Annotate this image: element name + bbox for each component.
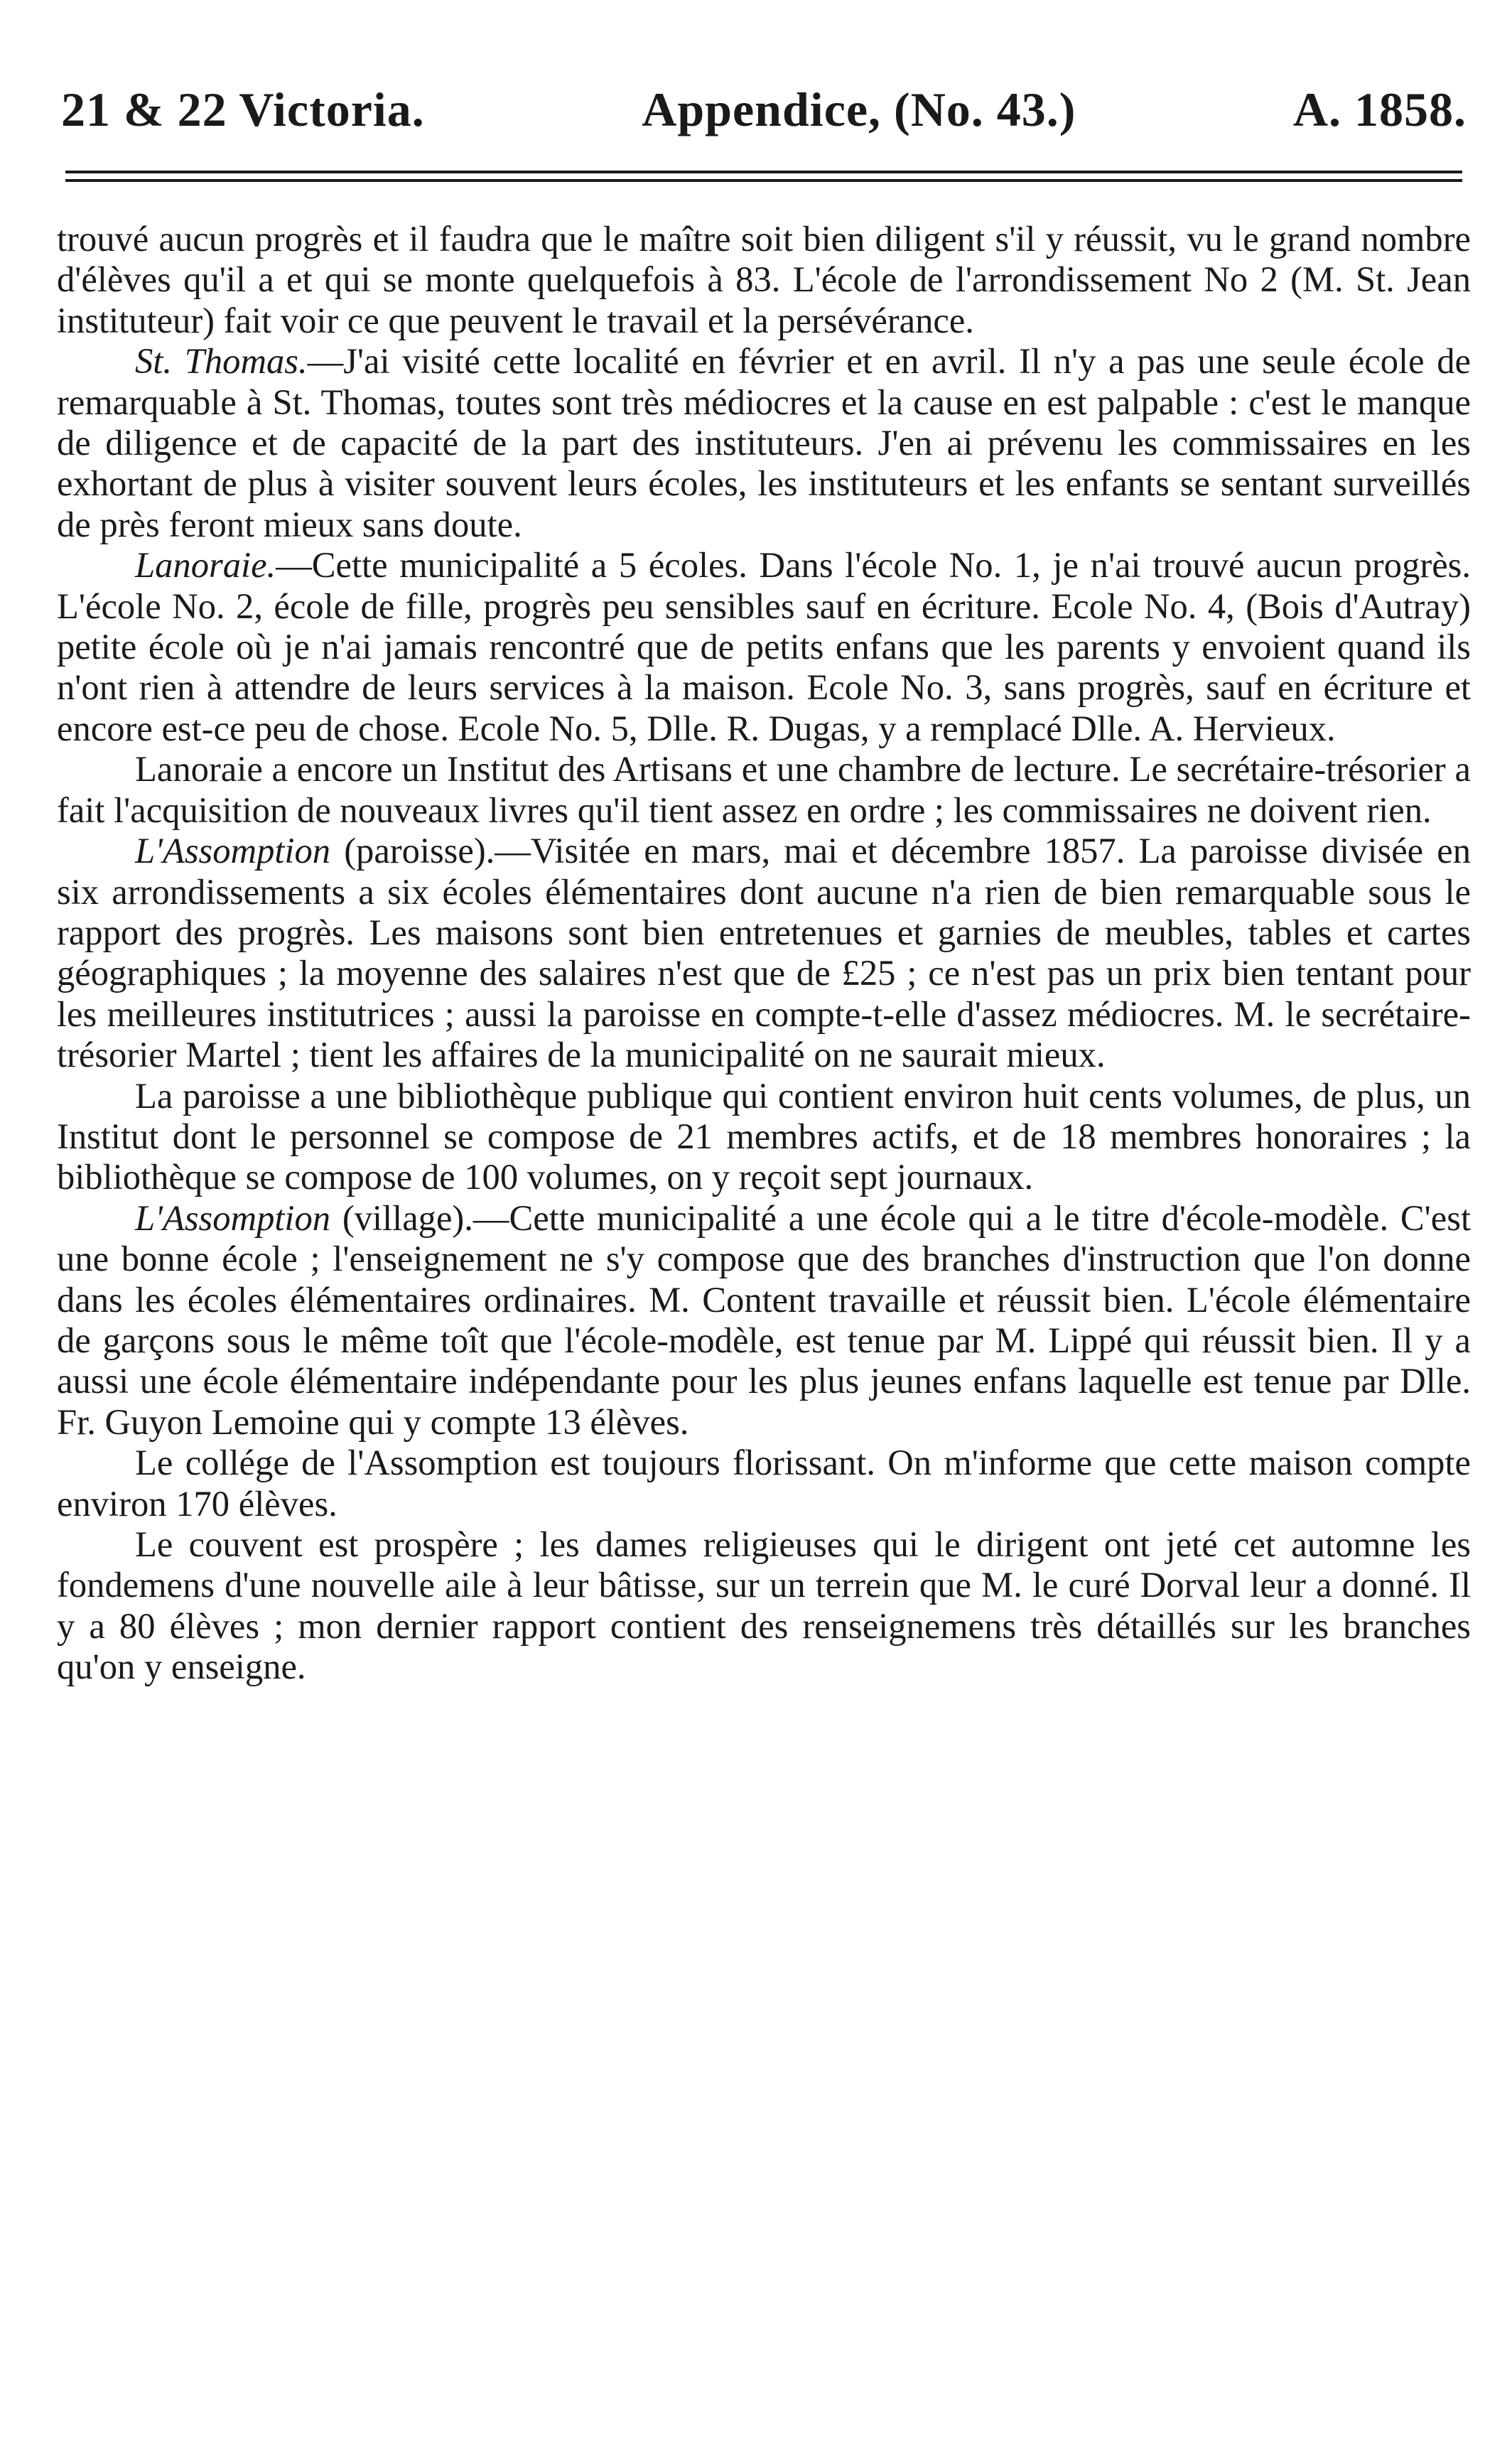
paragraph-text: —Cette municipalité a 5 écoles. Dans l'école No. 1, je n'ai trouvé aucun progrès. L'école No. 2, école de fille, progrès peu sensibles sauf en écriture. Ecole No. 4, (Bois d'Autray) petite école où je n'ai jamais rencontré que de petits enfans que les parents y envoient quand ils n'ont rien à attendre de leurs services à la maison. Ecole No. 3, sans progrès, sauf en écriture et encore est-ce peu de chose. Ecole No. 5, Dlle. R. Dugas, y a remplacé Dlle. A. Hervieux.	[57, 545, 1471, 748]
paragraph-text: La paroisse a une bibliothèque publique qui contient environ huit cents volumes, de plus, un Institut dont le personnel se compose de 21 membres actifs, et de 18 membres honoraires ; la bibliothèque se compose de 100 volumes, on y reçoit sept journaux.	[57, 1075, 1471, 1197]
header-rule	[65, 171, 1462, 182]
paragraph-text: Le collége de l'Assomption est toujours florissant. On m'informe que cette maison compte environ 170 élèves.	[57, 1443, 1471, 1524]
document-page	[57, 82, 1472, 1688]
paragraph	[57, 1443, 1471, 1524]
header-year: A. 1858.	[1292, 82, 1467, 136]
paragraph	[57, 749, 1471, 831]
paragraph	[57, 1524, 1471, 1688]
paragraph-text: trouvé aucun progrès et il faudra que le maître soit bien diligent s'il y réussit, vu le grand nombre d'élèves qu'il a et qui se monte quelquefois à 83. L'école de l'arrondissement No 2 (M. St. Jean instituteur) fait voir ce que peuvent le travail et la persévérance.	[57, 219, 1471, 340]
paragraph-text: —J'ai visité cette localité en février et en avril. Il n'y a pas une seule école de remarquable à St. Thomas, toutes sont très médiocres et la cause en est palpable : c'est le manque de diligence et de capacité de la part des instituteurs. J'en ai prévenu les commissaires en les exhortant de plus à visiter souvent leurs écoles, les instituteurs et les enfants se sentant surveillés de près feront mieux sans doute.	[57, 341, 1472, 544]
paragraph-lead: St. Thomas.	[135, 341, 308, 382]
paragraph-text: (paroisse).—Visitée en mars, mai et décembre 1857. La paroisse divisée en six arrondissements a six écoles élémentaires dont aucune n'a rien de bien remarquable sous le rapport des progrès. Les maisons sont bien entretenues et garnies de meubles, tables et cartes géographiques ; la moyenne des salaires n'est que de £25 ; ce n'est pas un prix bien tentant pour les meilleures institutrices ; aussi la paroisse en compte-t-elle d'assez médiocres. M. le secrétaire-trésorier Martel ; tient les affaires de la municipalité on ne saurait mieux.	[57, 831, 1471, 1075]
paragraph-lead: L'Assomption	[135, 831, 331, 871]
paragraph	[57, 1076, 1471, 1198]
paragraph-lead: Lanoraie.	[135, 545, 276, 586]
paragraph-lead: L'Assomption	[135, 1197, 331, 1238]
paragraph-text: Lanoraie a encore un Institut des Artisans et une chambre de lecture. Le secrétaire-trésorier a fait l'acquisition de nouveaux livres qu'il tient assez en ordre ; les commissaires ne doivent rien.	[57, 749, 1471, 830]
paragraph	[57, 341, 1471, 545]
paragraph-text: (village).—Cette municipalité a une école qui a le titre d'école-modèle. C'est une bonne école ; l'enseignement ne s'y compose que des branches d'instruction que l'on donne dans les écoles élémentaires ordinaires. M. Content travaille et réussit bien. L'école élémentaire de garçons sous le même toît que l'école-modèle, est tenue par M. Lippé qui réussit bien. Il y a aussi une école élémentaire indépendante pour les plus jeunes enfans laquelle est tenue par Dlle. Fr. Guyon Lemoine qui y compte 13 élèves.	[57, 1197, 1471, 1442]
header-session: 21 & 22 Victoria.	[61, 82, 425, 136]
page-header	[57, 82, 1471, 136]
body-text	[57, 219, 1471, 1688]
paragraph	[57, 1198, 1471, 1443]
header-appendix: Appendice, (No. 43.)	[642, 82, 1076, 136]
paragraph	[57, 831, 1471, 1075]
paragraph	[57, 545, 1471, 749]
paragraph	[57, 219, 1471, 341]
paragraph-text: Le couvent est prospère ; les dames religieuses qui le dirigent ont jeté cet automne les fondemens d'une nouvelle aile à leur bâtisse, sur un terrein que M. le curé Dorval leur a donné. Il y a 80 élèves ; mon dernier rapport contient des renseignemens très détaillés sur les branches qu'on y enseigne.	[57, 1524, 1471, 1687]
